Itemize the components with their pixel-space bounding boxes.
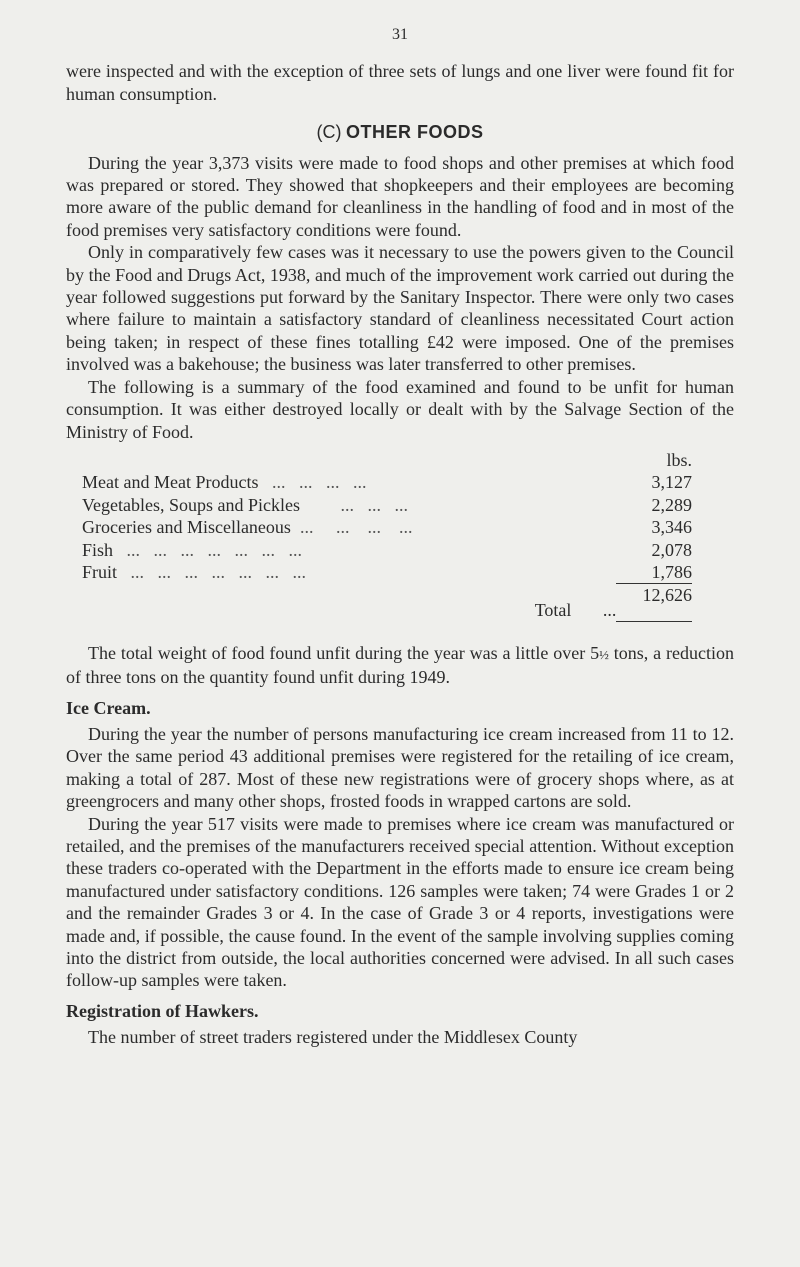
continued-paragraph: were inspected and with the exception of three sets of lungs and one liver were found fit for human consumption. — [66, 61, 734, 104]
item-label: Meat and Meat Products — [82, 472, 259, 493]
item-quantity: 3,127 — [651, 472, 692, 493]
page-number: 31 — [392, 26, 408, 43]
table-row: Groceries and Miscellaneous ... ... ... ... 3,346 — [82, 517, 692, 538]
body-paragraph: Only in comparatively few cases was it necessary to use the powers given to the Council by the Food and Drugs Act, 1938, and much of the improvement work carried out during the year followed suggestions put forward by the Sanitary Inspector. There were only two cases where failure to maintain a satisfactory standard of cleanliness necessitated Court action being taken; in respect of these fines totalling £42 were imposed. One of the premises involved was a bakehouse; the business was later transferred to other premises. — [66, 242, 734, 375]
unit-header: lbs. — [666, 449, 692, 470]
body-paragraph: During the year 517 visits were made to premises where ice cream was manufactured or retailed, and the premises of the manufacturers received special attention. Without exception these traders co-operated with the Department in the efforts made to ensure ice cream being manufactured under satisfactory conditions. 126 samples were taken; 74 were Grades 1 or 2 and the remainder Grades 3 or 4. In the case of Grade 3 or 4 reports, investigations were made and, if possible, the cause found. In the event of the sample involving supplies coming into the district from outside, the local authorities concerned were advised. In all such cases follow-up samples were taken. — [66, 813, 734, 991]
item-quantity: 2,078 — [651, 539, 692, 560]
total-weight-paragraph — [66, 642, 734, 689]
body-paragraph: During the year the number of persons manufacturing ice cream increased from 11 to 12. Over the same period 43 additional premises were registered for the retailing of ice cream, making a total of 287. Most of these new registrations were of grocery shops where, as at greengrocers and many other shops, frosted foods in wrapped cartons are sold. — [66, 723, 734, 812]
item-quantity: 1,786 — [651, 561, 692, 582]
unfit-food-summary-table — [82, 449, 692, 622]
total-weight-text-after: tons, a reduction of three tons on the quantity found unfit during 1949. — [66, 642, 734, 688]
table-row: Vegetables, Soups and Pickles ... ... ... 2,289 — [82, 494, 692, 515]
table-row: Meat and Meat Products ... ... ... ... 3,127 — [82, 472, 692, 493]
table-row: Fruit ... ... ... ... ... ... ... 1,786 — [82, 561, 692, 583]
ice-cream-heading: Ice Cream. — [66, 697, 151, 718]
item-quantity: 2,289 — [651, 494, 692, 515]
hawkers-heading: Registration of Hawkers. — [66, 1000, 259, 1021]
fraction: ½ — [599, 646, 609, 662]
total-weight-text-before: The total weight of food found unfit during the year was a little over 5 — [88, 642, 600, 663]
body-paragraph: During the year 3,373 visits were made to food shops and other premises at which food was prepared or stored. They showed that shopkeepers and their employees are becoming more aware of the public demand for cleanliness in the handling of food and in most of the food premises very satisfactory conditions were found. — [66, 152, 734, 240]
item-label: Groceries and Miscellaneous — [82, 517, 291, 538]
item-label: Fruit — [82, 562, 118, 583]
item-label: Fish — [82, 539, 114, 560]
body-paragraph: The following is a summary of the food examined and found to be unfit for human consumption. It was either destroyed locally or dealt with by the Salvage Section of the Ministry of Food. — [66, 376, 734, 442]
total-quantity: 12,626 — [616, 584, 692, 621]
table-header-row — [82, 449, 692, 471]
section-heading — [66, 121, 734, 143]
item-quantity: 3,346 — [651, 517, 692, 538]
table-row: Fish ... ... ... ... ... ... ... 2,078 — [82, 539, 692, 560]
section-title: OTHER FOODS — [345, 122, 484, 143]
body-paragraph: The number of street traders registered under the Middlesex County — [88, 1027, 578, 1048]
item-label: Vegetables, Soups and Pickles — [82, 494, 300, 515]
total-label: Total — [534, 599, 572, 620]
section-label: (C) — [316, 122, 342, 143]
table-total-row: Total ... 12,626 — [534, 585, 692, 620]
